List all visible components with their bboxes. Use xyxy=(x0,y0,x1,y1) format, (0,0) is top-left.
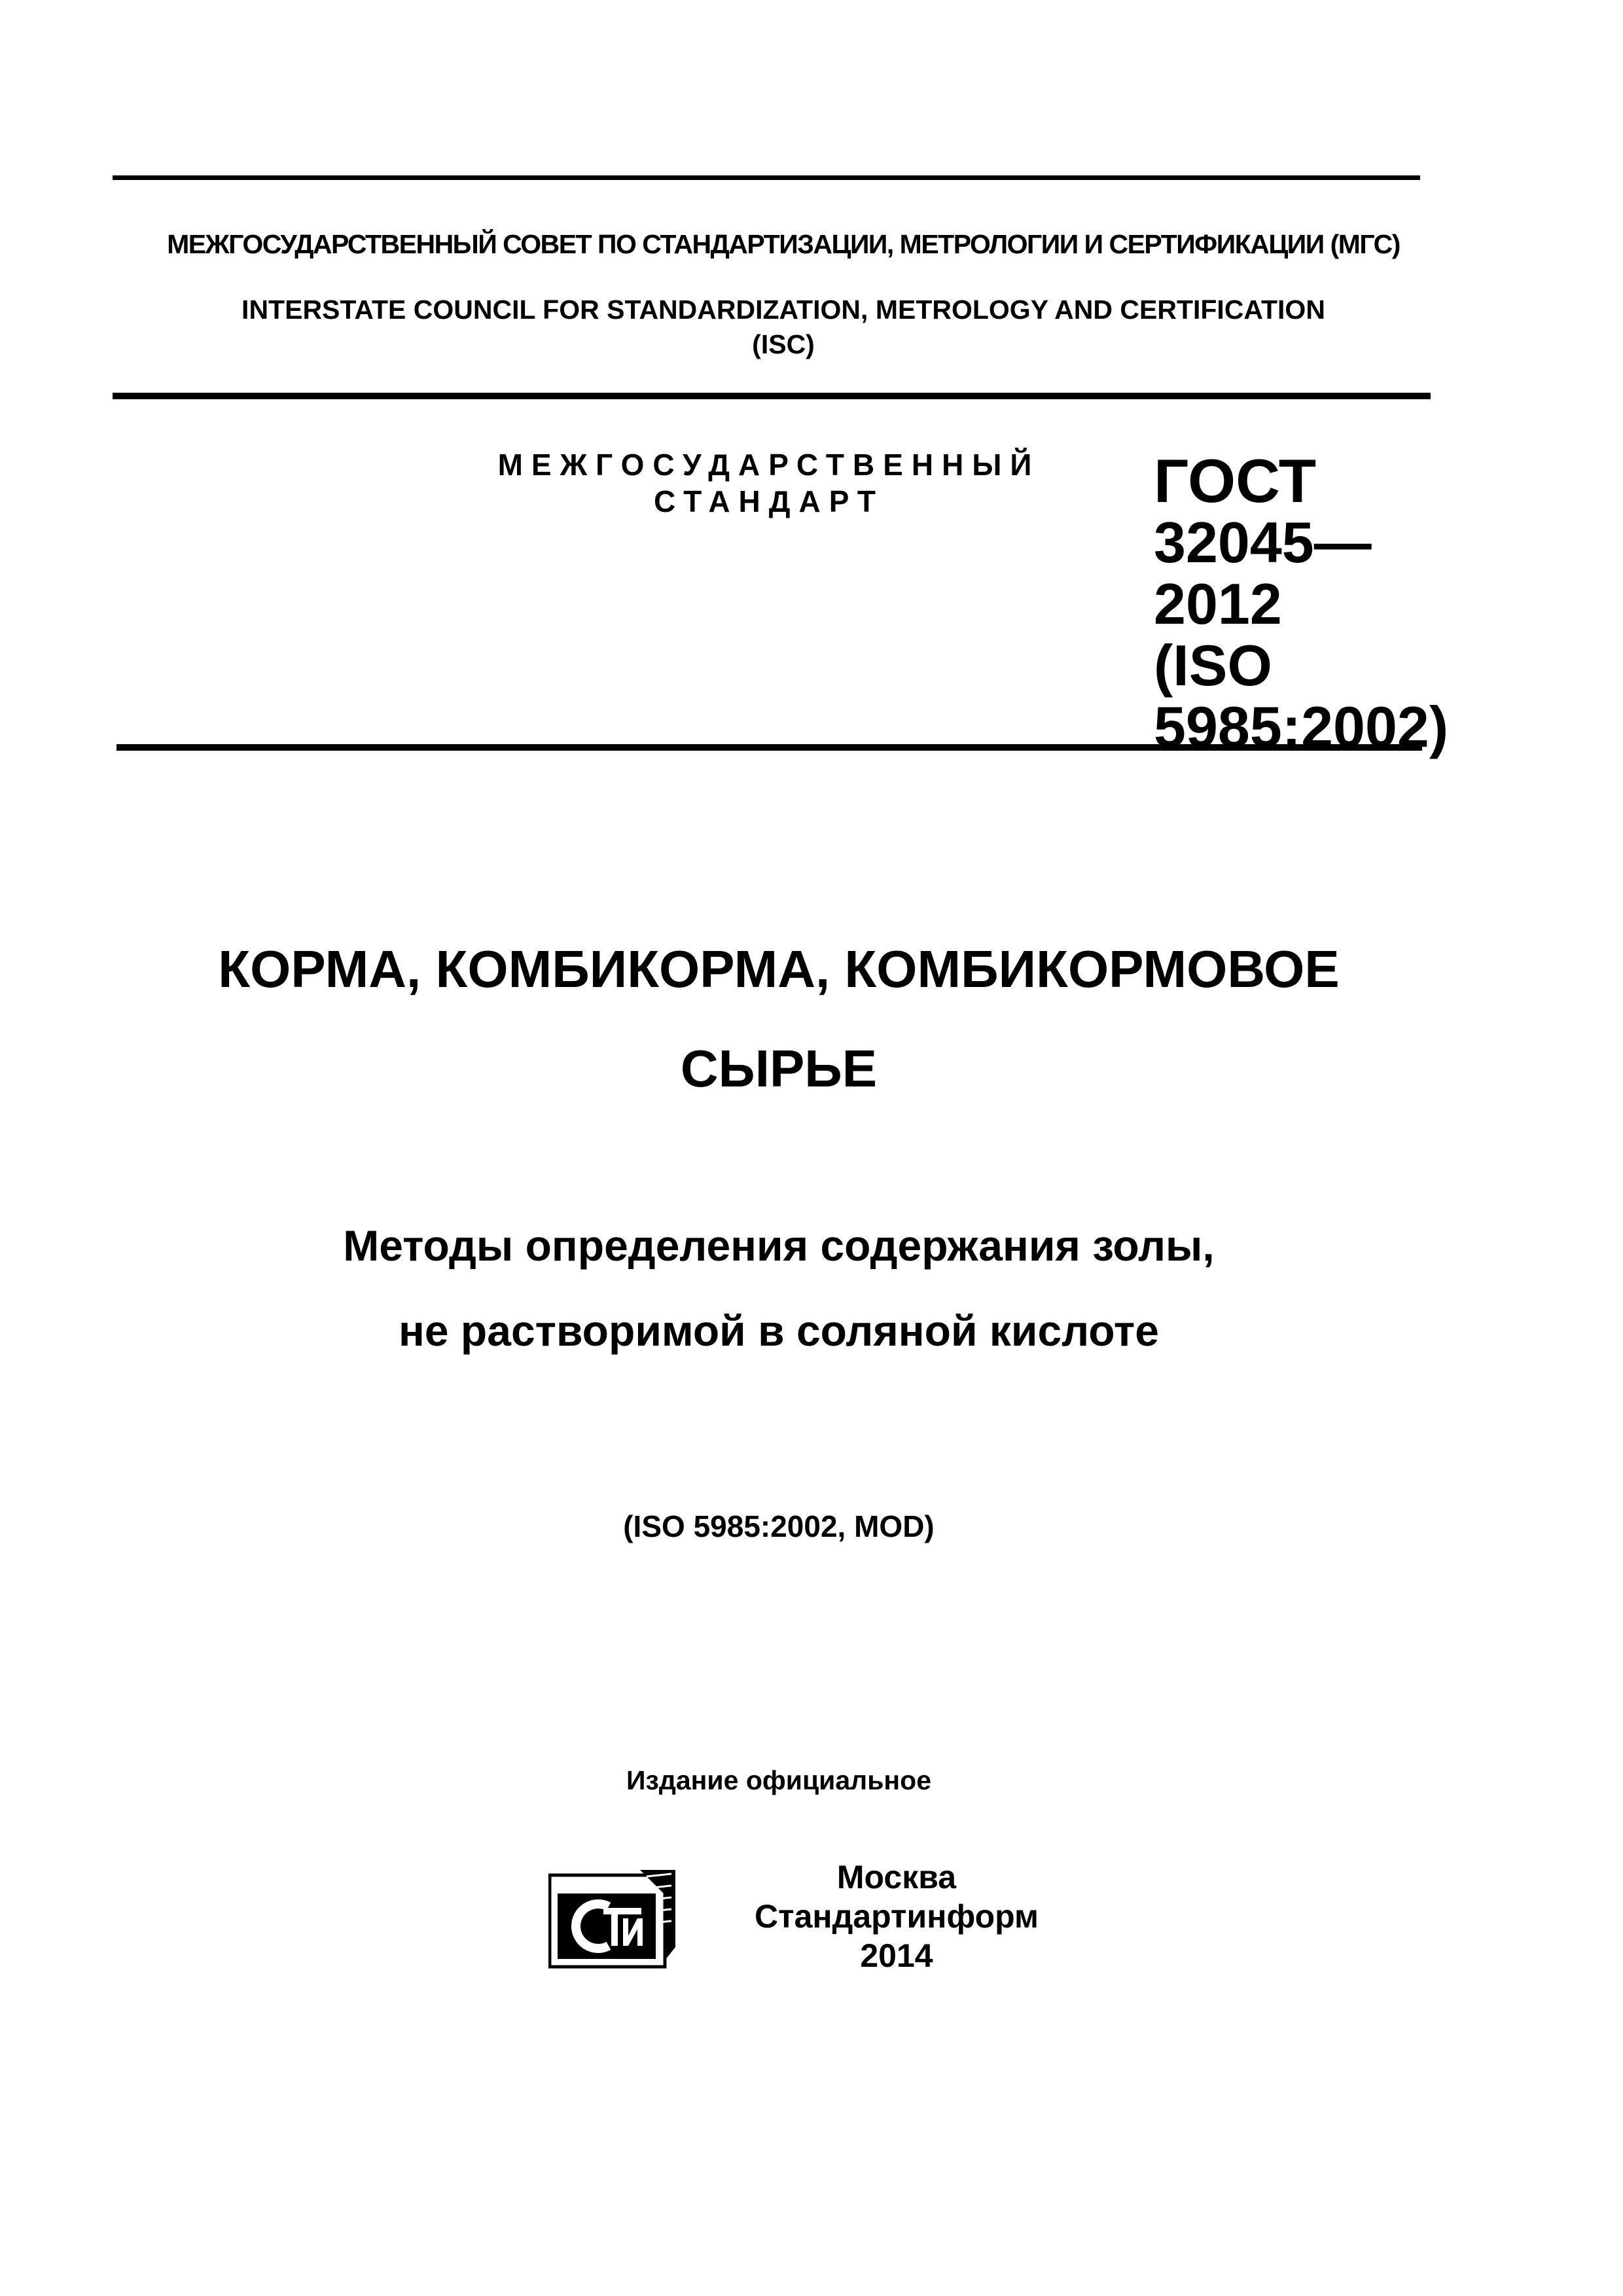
document-subtitle-line-1: Методы определения содержания золы, xyxy=(343,1221,1215,1270)
publisher-block xyxy=(755,1857,1039,1975)
edition-label: Издание официальное xyxy=(626,1765,932,1795)
council-name-en: INTERSTATE COUNCIL FOR STANDARDIZATION, METROLOGY AND CERTIFICATION xyxy=(241,295,1325,325)
standard-type-line-2: СТАНДАРТ xyxy=(654,484,884,518)
top-rule xyxy=(113,175,1420,180)
publisher-city: Москва xyxy=(836,1859,957,1895)
designation-line: ГОСТ xyxy=(1154,446,1317,515)
standard-type-line-1: МЕЖГОСУДАРСТВЕННЫЙ xyxy=(497,448,1041,482)
standard-type-label xyxy=(498,446,1041,520)
designation-line: 32045— xyxy=(1154,510,1372,575)
council-bottom-rule xyxy=(113,393,1431,399)
council-name-ru: МЕЖГОСУДАРСТВЕННЫЙ СОВЕТ ПО СТАНДАРТИЗАЦИИ, МЕТРОЛОГИИ И СЕРТИФИКАЦИИ (МГС) xyxy=(167,229,1400,259)
document-title xyxy=(218,920,1339,1119)
standard-designation xyxy=(1154,446,1449,759)
document-subtitle-line-2: не растворимой в соляной кислоте xyxy=(399,1306,1159,1355)
council-abbr-en: (ISC) xyxy=(752,329,815,359)
designation-line: 5985:2002) xyxy=(1154,694,1449,759)
document-title-line-2: СЫРЬЕ xyxy=(680,1039,878,1098)
iso-reference: (ISO 5985:2002, MOD) xyxy=(623,1509,935,1543)
designation-line: 2012 xyxy=(1154,571,1282,636)
publisher-year: 2014 xyxy=(860,1937,933,1974)
document-subtitle xyxy=(343,1203,1214,1373)
standartinform-logo-icon xyxy=(548,1869,677,1971)
designation-line: (ISO xyxy=(1154,633,1272,698)
publisher-name: Стандартинформ xyxy=(755,1898,1039,1935)
document-title-line-1: КОРМА, КОМБИКОРМА, КОМБИКОРМОВОЕ xyxy=(218,940,1340,998)
